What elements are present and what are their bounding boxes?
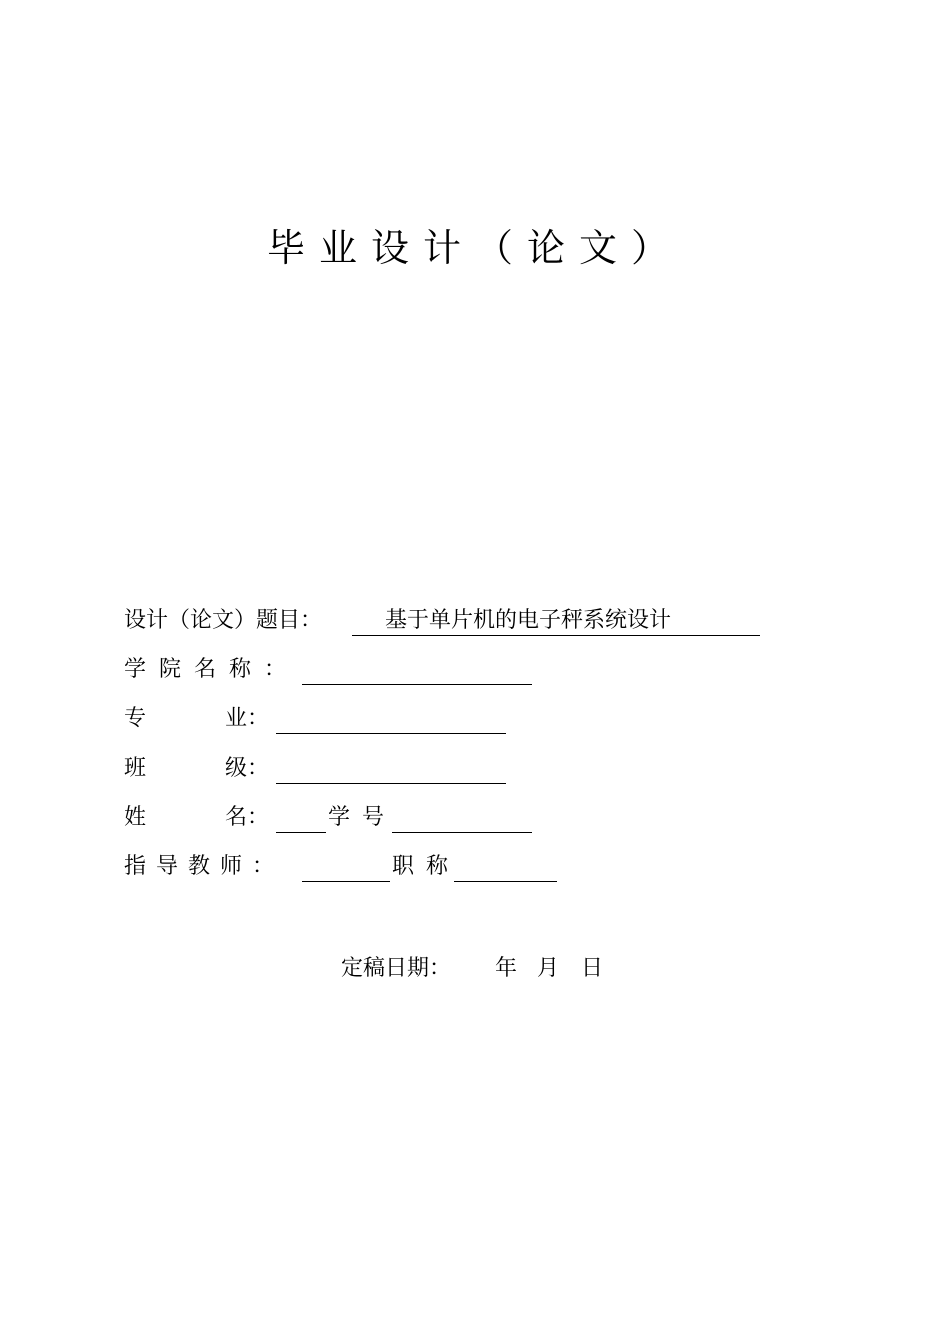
student-id-label: 学号 bbox=[328, 805, 397, 830]
advisor-label: 指导教师： bbox=[124, 854, 285, 879]
name-label-start: 姓 bbox=[124, 805, 147, 830]
class-label-end: 级： bbox=[225, 756, 270, 781]
major-label-start: 专 bbox=[124, 706, 147, 731]
major-row bbox=[124, 704, 506, 734]
name-row bbox=[124, 803, 532, 833]
advisor-title-field bbox=[454, 852, 557, 882]
class-label-start: 班 bbox=[124, 756, 147, 781]
class-field bbox=[276, 754, 506, 784]
class-label bbox=[124, 754, 276, 784]
major-label-end: 业： bbox=[225, 706, 270, 731]
major-label bbox=[124, 704, 276, 734]
topic-value: 基于单片机的电子秤系统设计 bbox=[385, 608, 672, 633]
advisor-row bbox=[124, 852, 557, 882]
date-year-label: 年 bbox=[495, 956, 518, 981]
finalize-date-row bbox=[341, 954, 603, 984]
topic-field bbox=[352, 606, 760, 636]
student-id-field bbox=[392, 803, 532, 833]
college-label: 学院名称： bbox=[124, 657, 300, 682]
major-field bbox=[276, 704, 506, 734]
topic-row bbox=[124, 606, 760, 636]
date-month-label: 月 bbox=[537, 956, 560, 981]
advisor-title-label: 职称 bbox=[392, 854, 461, 879]
date-day-label: 日 bbox=[581, 956, 604, 981]
name-field bbox=[276, 803, 326, 833]
class-row bbox=[124, 754, 506, 784]
college-field bbox=[302, 655, 532, 685]
college-row bbox=[124, 655, 532, 685]
info-form bbox=[124, 0, 824, 1344]
name-label bbox=[124, 803, 276, 833]
finalize-date-label: 定稿日期： bbox=[341, 956, 452, 981]
topic-label: 设计（论文）题目： bbox=[124, 608, 323, 633]
name-label-end: 名： bbox=[225, 805, 270, 830]
page-title: 毕业设计（论文） bbox=[266, 226, 683, 270]
advisor-field bbox=[302, 852, 390, 882]
